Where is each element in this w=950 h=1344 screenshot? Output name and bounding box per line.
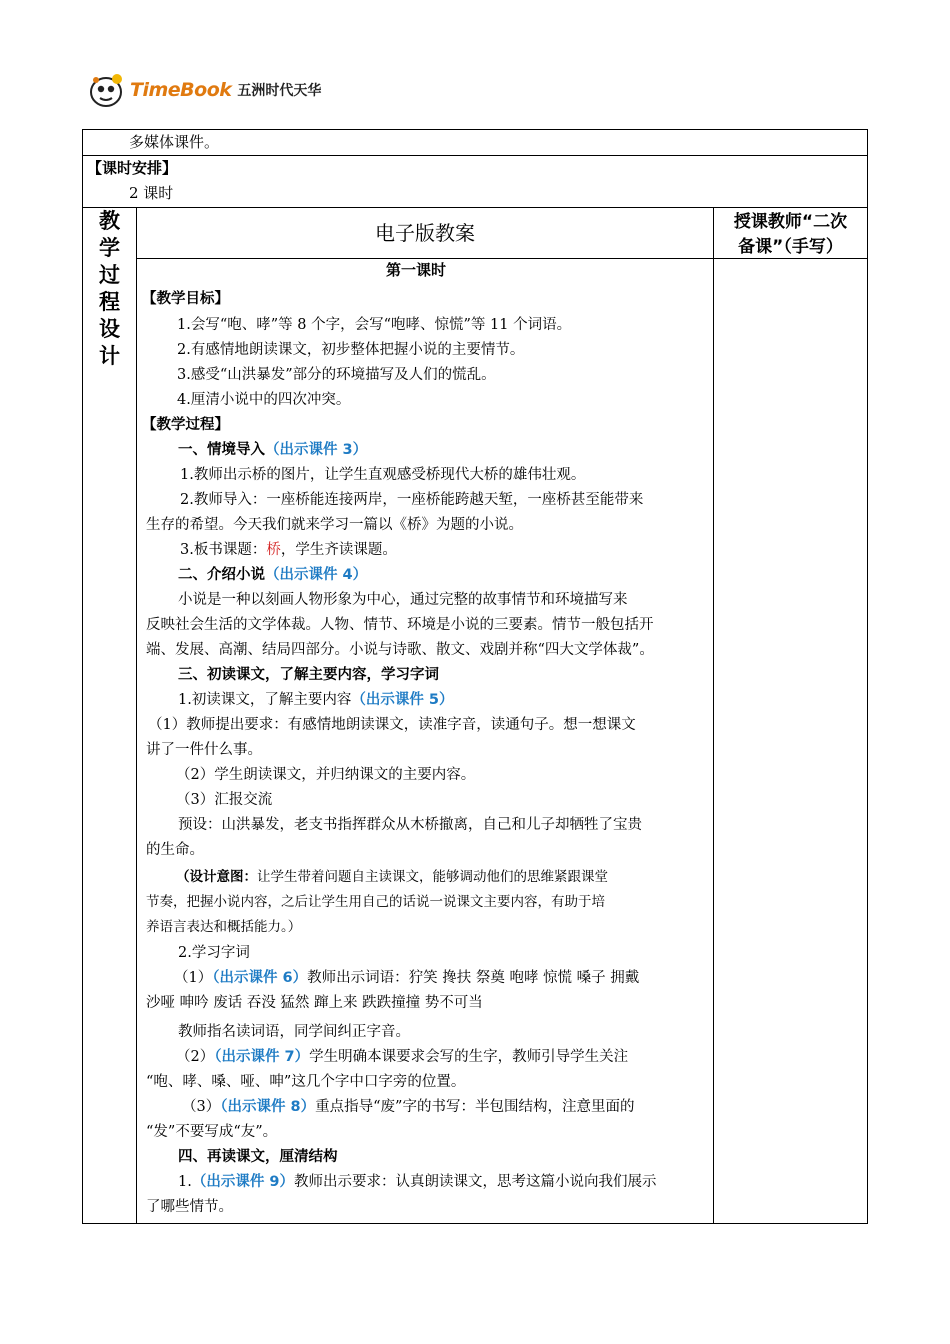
- paragraph: 端、发展、高潮、结局四部分。小说与诗歌、散文、戏剧并称“四大文学体裁”。: [146, 642, 654, 658]
- brand-name-cn: 五洲时代天华: [237, 83, 322, 99]
- divider: [136, 208, 137, 1223]
- paragraph: [176, 1045, 628, 1069]
- section-title: 三、初读课文，了解主要内容，学习字词: [178, 667, 439, 683]
- paragraph: 的生命。: [146, 842, 204, 858]
- column-title-main: 电子版教案: [375, 221, 475, 245]
- side-label: [83, 208, 136, 370]
- side-char: 过: [99, 263, 120, 287]
- timebook-logo: [88, 70, 321, 110]
- paragraph: 生存的希望。今天我们就来学习一篇以《桥》为题的小说。: [146, 517, 523, 533]
- schedule-heading: 【课时安排】: [87, 159, 178, 177]
- process-heading: 【教学过程】: [142, 417, 229, 433]
- column-title-right: [714, 208, 867, 260]
- brand-name: TimeBook: [130, 79, 232, 101]
- divider: [713, 208, 714, 1223]
- goal-item: 3.感受“山洪暴发”部分的环境描写及人们的慌乱。: [177, 367, 496, 383]
- text: 重点指导“废”字的书写：半包围结构，注意里面的: [315, 1099, 635, 1115]
- section-title: 四、再读课文，厘清结构: [178, 1149, 338, 1165]
- courseware-tag: （出示课件 9）: [191, 1174, 294, 1190]
- paragraph: 2.学习字词: [178, 945, 250, 961]
- text: 1.初读课文，了解主要内容: [178, 692, 352, 708]
- text: 3.板书课题：: [180, 542, 267, 558]
- lesson-title: 第一课时: [386, 261, 447, 279]
- section-title: 一、情境导入: [178, 442, 265, 458]
- text: ，学生齐读课题。: [280, 542, 397, 558]
- paragraph: “咆、哮、嗓、哑、呻”这几个字中口字旁的位置。: [146, 1074, 466, 1090]
- paragraph: 讲了一件什么事。: [146, 742, 262, 758]
- text: 学生明确本课要求会写的生字，教师引导学生关注: [309, 1049, 629, 1065]
- paragraph: [182, 1095, 634, 1119]
- timebook-mascot-icon: [88, 71, 126, 109]
- paragraph: 1.教师出示桥的图片，让学生直观感受桥现代大桥的雄伟壮观。: [180, 467, 586, 483]
- side-char: 设: [99, 317, 120, 341]
- goal-item: 4.厘清小说中的四次冲突。: [177, 392, 351, 408]
- paragraph: [178, 688, 453, 712]
- column-title-right-line: 授课教师“二次: [733, 212, 848, 232]
- text: 教师出示要求：认真朗读课文，思考这篇小说向我们展示: [293, 1174, 657, 1190]
- schedule-row: [83, 156, 867, 208]
- text: 让学生带着问题自主读课文，能够调动他们的思维紧跟课堂: [257, 869, 608, 885]
- paragraph: [178, 1170, 656, 1194]
- column-title-right-line: 备课”（手写）: [738, 237, 843, 257]
- paragraph: [180, 538, 397, 562]
- design-intent: 节奏，把握小说内容，之后让学生用自己的话说一说课文主要内容，有助于培: [146, 894, 605, 910]
- materials-row: [83, 130, 867, 156]
- highlight-text: 桥: [266, 542, 281, 558]
- paragraph: （1）教师提出要求：有感情地朗读课文，读准字音，读通句子。想一想课文: [148, 717, 636, 733]
- paragraph: 预设：山洪暴发，老支书指挥群众从木桥撤离，自己和儿子却牺牲了宝贵: [178, 817, 642, 833]
- text: 1.: [178, 1174, 192, 1190]
- text: （3）: [182, 1099, 221, 1115]
- design-intent: 养语言表达和概括能力。）: [146, 919, 302, 935]
- paragraph: （3）汇报交流: [176, 792, 273, 808]
- paragraph: “发”不要写成“友”。: [146, 1124, 278, 1140]
- goals-heading: 【教学目标】: [142, 291, 229, 307]
- courseware-tag: （出示课件 7）: [214, 1049, 310, 1065]
- text: （2）: [176, 1049, 215, 1065]
- paragraph: 教师指名读词语，同学间纠正字音。: [178, 1024, 410, 1040]
- design-intent: [176, 865, 608, 889]
- goal-item: 2.有感情地朗读课文，初步整体把握小说的主要情节。: [177, 342, 525, 358]
- courseware-tag: （出示课件 8）: [220, 1099, 316, 1115]
- courseware-tag: （出示课件 4）: [265, 567, 368, 583]
- side-char: 学: [99, 236, 120, 260]
- paragraph: 小说是一种以刻画人物形象为中心，通过完整的故事情节和环境描写来: [178, 592, 628, 608]
- text: （1）: [174, 970, 213, 986]
- side-char: 教: [99, 209, 120, 233]
- text: 教师出示词语：狞笑 搀扶 祭奠 咆哮 惊慌 嗓子 拥戴: [307, 970, 640, 986]
- side-char: 程: [99, 290, 120, 314]
- courseware-tag: （出示课件 5）: [351, 692, 454, 708]
- paragraph: （2）学生朗读课文，并归纳课文的主要内容。: [176, 767, 476, 783]
- paragraph: 2.教师导入：一座桥能连接两岸，一座桥能跨越天堑，一座桥甚至能带来: [180, 492, 644, 508]
- schedule-value: 2 课时: [129, 184, 174, 202]
- side-char: 计: [99, 344, 120, 368]
- design-intent-label: （设计意图：: [176, 869, 257, 885]
- courseware-tag: （出示课件 6）: [212, 970, 308, 986]
- paragraph: 沙哑 呻吟 废话 吞没 猛然 蹿上来 跌跌撞撞 势不可当: [146, 995, 483, 1011]
- section-heading: [178, 563, 367, 587]
- materials-text: 多媒体课件。: [129, 133, 220, 151]
- section-title: 二、介绍小说: [178, 567, 265, 583]
- courseware-tag: （出示课件 3）: [265, 442, 368, 458]
- goal-item: 1.会写“咆、哮”等 8 个字，会写“咆哮、惊慌”等 11 个词语。: [177, 317, 572, 333]
- paragraph: 反映社会生活的文学体裁。人物、情节、环境是小说的三要素。情节一般包括开: [146, 617, 654, 633]
- paragraph: 了哪些情节。: [146, 1199, 233, 1215]
- section-heading: [178, 438, 367, 462]
- paragraph: [174, 966, 639, 990]
